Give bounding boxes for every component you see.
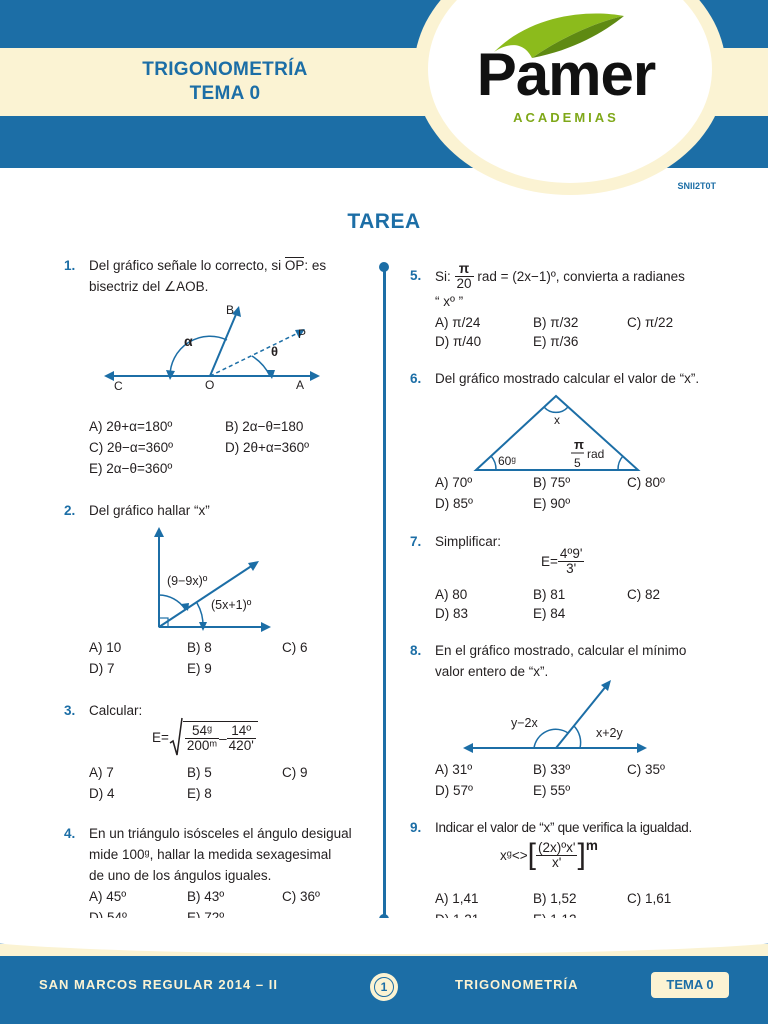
option: A) 31º (435, 762, 473, 777)
question-text: Calcular: (89, 703, 143, 718)
q7-formula (541, 547, 584, 576)
segment-op: OP (284, 258, 305, 273)
option: B) 43º (187, 889, 225, 904)
q9-formula: xᵍ<> [ $\frac{\text{(2x)ºx'}}{x'}$ ] m (500, 838, 598, 871)
option: B) π/32 (533, 315, 579, 330)
option: A) 80 (435, 587, 468, 602)
option: E) π/36 (533, 334, 579, 349)
question-text: : es (304, 258, 327, 273)
fraction-denominator: 3' (566, 561, 577, 576)
fraction-denominator: x' (552, 854, 562, 870)
question-number: 8. (410, 643, 422, 658)
label-five: 5 (574, 456, 581, 470)
option: C) π/22 (627, 315, 674, 330)
option: E) 90º (533, 496, 571, 511)
option: C) 6 (282, 640, 308, 655)
option: E) 9 (187, 661, 212, 676)
question-4 (64, 823, 364, 886)
option: C) 1,61 (627, 891, 672, 906)
fraction-numerator: 14º (227, 724, 256, 739)
header-title (80, 58, 370, 106)
question-text: Indicar el valor de “x” que verifica la igualdad. (435, 820, 692, 835)
formula-e: E= (152, 729, 169, 745)
divider-dot-top (379, 262, 389, 272)
question-text: Del gráfico señale lo correcto, si (89, 258, 282, 273)
label-x: x (554, 413, 560, 427)
question-7 (410, 531, 502, 552)
q8-figure (460, 675, 650, 757)
option: E) 2α−θ=360º (89, 461, 173, 476)
formula-exponent: m (585, 838, 598, 853)
question-text: Si: (435, 269, 451, 284)
angle-label-1: (9−9x)º (167, 574, 208, 588)
question-text: En un triángulo isósceles el ángulo desigual (89, 826, 352, 841)
topic-badge: TEMA 0 (651, 972, 729, 998)
question-text: Simplificar: (435, 534, 502, 549)
option: C) 35º (627, 762, 665, 777)
question-text: mide 100ᵍ, hallar la medida sexagesimal (89, 847, 332, 862)
angle-label-2: x+2y (596, 726, 623, 740)
footer-curve (0, 918, 768, 954)
option: A) 1,41 (435, 891, 479, 906)
question-number: 9. (410, 820, 422, 835)
question-number: 2. (64, 503, 76, 518)
page-title: TAREA (347, 210, 421, 233)
q1-figure (100, 300, 330, 395)
question-6 (410, 368, 700, 389)
option: C) 82 (627, 587, 661, 602)
page-number: 1 (370, 973, 398, 1001)
footer-course: SAN MARCOS REGULAR 2014 – II (39, 977, 278, 992)
option: A) 2θ+α=180º (89, 419, 173, 434)
option: D) 7 (89, 661, 115, 676)
option: B) 1,52 (533, 891, 577, 906)
option: D) 83 (435, 606, 469, 621)
q3-formula: E= $\frac{\text{54ᵍ}}{\text{200ᵐ}}$ – $\frac{\text{14º}}{420'}$ (152, 716, 258, 758)
question-9 (410, 817, 735, 838)
option: B) 81 (533, 587, 566, 602)
question-number: 5. (410, 268, 422, 283)
header-title-line1: TRIGONOMETRÍA (142, 59, 308, 80)
label-alpha: α (184, 333, 193, 349)
label-rad: rad (587, 447, 605, 461)
header-title-line2: TEMA 0 (189, 83, 261, 104)
q6-figure (470, 390, 645, 475)
fraction-numerator: π (455, 262, 474, 277)
question-text: “ xº ” (435, 294, 464, 309)
question-number: 1. (64, 258, 76, 273)
question-number: 3. (64, 703, 76, 718)
q2-figure (145, 525, 280, 635)
angle-label-1: y−2x (511, 716, 538, 730)
formula-e: E= (541, 554, 558, 569)
option: B) 8 (187, 640, 212, 655)
label-b: B (226, 303, 235, 317)
question-text: Del gráfico hallar “x” (89, 503, 210, 518)
question-number: 4. (64, 826, 76, 841)
label-pi: π (574, 437, 584, 452)
question-2 (64, 500, 210, 521)
option: C) 80º (627, 475, 665, 490)
sqrt-icon (169, 717, 183, 757)
option: D) 2θ+α=360º (225, 440, 310, 455)
formula-lhs: xᵍ<> (500, 847, 528, 863)
question-text: Del gráfico mostrado calcular el valor de “x”. (435, 371, 700, 386)
question-text: rad = (2x−1)º, convierta a radianes (477, 269, 685, 284)
fraction-denominator: 420' (228, 738, 254, 753)
question-5 (410, 261, 735, 312)
option: E) 8 (187, 786, 212, 801)
question-3 (64, 700, 143, 721)
angle-aob: ∠AOB. (164, 279, 209, 294)
label-theta: θ (271, 344, 279, 359)
fraction-numerator: 4º9' (559, 546, 583, 561)
option: A) 10 (89, 640, 122, 655)
question-1 (64, 255, 369, 297)
option: D) π/40 (435, 334, 482, 349)
question-text: En el gráfico mostrado, calcular el mínimo (435, 643, 687, 658)
option: E) 55º (533, 783, 571, 798)
option: B) 33º (533, 762, 571, 777)
option: A) 45º (89, 889, 127, 904)
label-p: P (298, 327, 307, 341)
option: D) 85º (435, 496, 473, 511)
fraction-numerator: 54ᵍ (185, 724, 219, 739)
option: D) 4 (89, 786, 115, 801)
option: B) 2α−θ=180 (225, 419, 304, 434)
option: A) π/24 (435, 315, 481, 330)
option: B) 75º (533, 475, 571, 490)
fraction-denominator: 20 (456, 276, 472, 291)
option: C) 9 (282, 765, 308, 780)
label-o: O (205, 378, 215, 392)
question-text: valor entero de “x”. (435, 664, 549, 679)
label-a: A (296, 378, 305, 392)
question-number: 6. (410, 371, 422, 386)
option: D) 57º (435, 783, 473, 798)
question-number: 7. (410, 534, 422, 549)
logo-wordmark: Pamer (476, 41, 656, 108)
option: C) 36º (282, 889, 320, 904)
option: A) 7 (89, 765, 114, 780)
fraction-numerator: (2x)ºx' (537, 839, 576, 855)
option: A) 70º (435, 475, 473, 490)
question-text: de uno de los ángulos iguales. (89, 868, 272, 883)
label-c: C (114, 379, 123, 393)
column-divider (383, 266, 386, 918)
label-60g: 60ᵍ (498, 454, 516, 468)
footer-subject: TRIGONOMETRÍA (455, 977, 579, 992)
fraction-denominator: 200ᵐ (186, 738, 218, 753)
document-code: SNII2T0T (677, 181, 716, 191)
angle-label-2: (5x+1)º (211, 598, 252, 612)
option: C) 2θ−α=360º (89, 440, 174, 455)
question-text: bisectriz del (89, 279, 165, 294)
option: B) 5 (187, 765, 212, 780)
option: E) 84 (533, 606, 566, 621)
logo-subtitle: ACADEMIAS (513, 110, 619, 125)
